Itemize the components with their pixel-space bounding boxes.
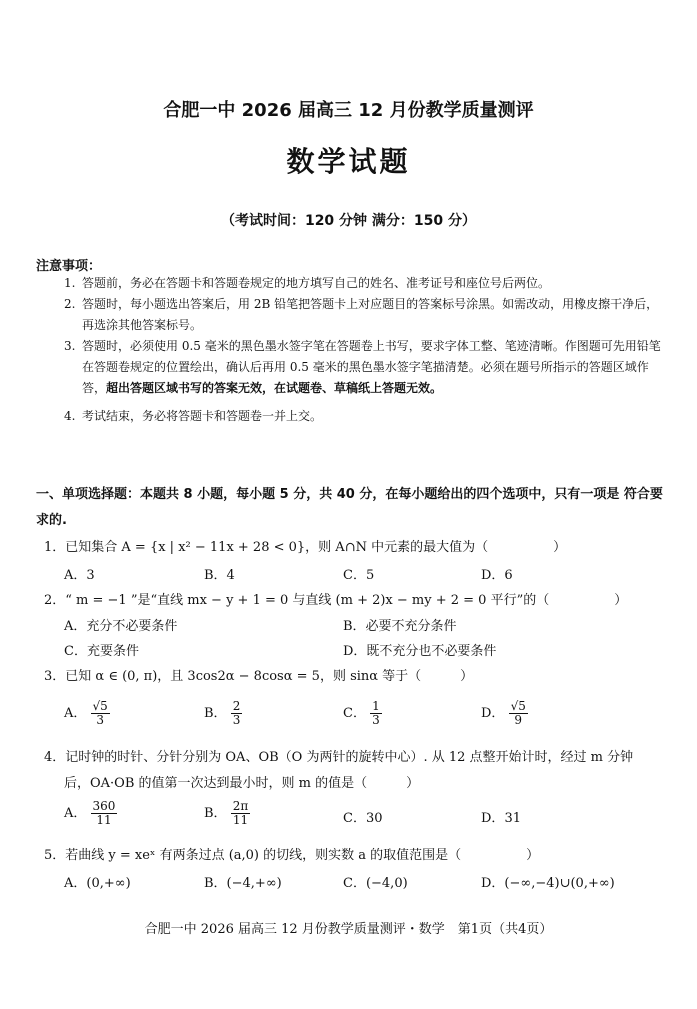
option-label: B． — [204, 806, 227, 821]
question-3-stem: 3．已知 α ∈ (0, π)，且 3cos2α − 8cosα = 5，则 sinα 等于（ ） — [44, 669, 474, 684]
note-text: 答题时，必须使用 0.5 毫米的黑色墨水签字笔在答题卷上书写，要求字体工整、笔迹清晰。作图题可先用铅笔在答题卷规定的位置绘出，确认后再用 0.5 毫米的黑色墨水签字笔描清楚。必须在题号所指示的答题区域作答， — [82, 339, 661, 395]
question-2-option-a: A．充分不必要条件 — [64, 619, 178, 634]
exam-time-info: （考试时间：120 分钟 满分：150 分） — [220, 213, 477, 229]
section-heading: 一、单项选择题：本题共 8 小题，每小题 5 分，共 40 分，在每小题给出的四个选项中，只有一项是 符合要求的. — [36, 487, 663, 528]
question-5-option-c: C．(−4,0) — [343, 876, 408, 891]
question-4-option-d — [481, 807, 521, 826]
fraction-denominator: 11 — [96, 813, 112, 827]
note-text: 答题前，务必在答题卡和答题卷规定的地方填写自己的姓名、准考证号和座位号后两位。 — [82, 276, 551, 290]
question-1-stem: 1．已知集合 A = {x | x² − 11x + 28 < 0}，则 A∩N 中元素的最大值为（ ） — [44, 540, 567, 555]
fraction-denominator: 9 — [514, 713, 523, 727]
question-5-option-d: D．(−∞,−4)∪(0,+∞) — [481, 876, 615, 891]
option-label: C． — [343, 706, 366, 721]
fraction — [91, 800, 118, 827]
fraction-numerator: √5 — [510, 699, 526, 713]
fraction-numerator: √5 — [92, 699, 108, 713]
note-item — [64, 294, 664, 336]
question-5-stem: 5．若曲线 y = xeˣ 有两条过点 (a,0) 的切线，则实数 a 的取值范围是（ ） — [44, 848, 540, 863]
fraction-numerator: 1 — [372, 699, 380, 713]
note-number: 2. — [64, 297, 76, 311]
question-3-option-a — [64, 700, 110, 727]
note-text-block — [64, 336, 664, 399]
fraction — [231, 700, 243, 727]
question-1-option-c: C．5 — [343, 568, 375, 583]
fraction-denominator: 11 — [232, 813, 249, 827]
option-label: D． — [481, 706, 505, 721]
exam-header-title: 合肥一中 2026 届高三 12 月份教学质量测评 — [163, 100, 534, 121]
question-2-option-d: D．既不充分也不必要条件 — [343, 644, 497, 659]
question-3-option-d — [481, 700, 528, 727]
note-bold-warning: 超出答题区域书写的答案无效，在试题卷、草稿纸上答题无效。 — [106, 381, 443, 395]
fraction-denominator: 3 — [372, 713, 380, 727]
option-value: 30 — [365, 811, 383, 826]
note-item — [64, 406, 664, 427]
question-3-option-b — [204, 700, 242, 727]
page-title: 数学试题 — [286, 145, 411, 178]
option-label: A． — [64, 806, 87, 821]
note-item — [64, 273, 664, 294]
notes-heading: 注意事项： — [36, 259, 102, 274]
note-text: 答题时，每小题选出答案后，用 2B 铅笔把答题卡上对应题目的答案标号涂黑。如需改动，用橡皮擦干净后，再选涂其他答案标号。 — [82, 297, 659, 332]
option-value: 31 — [504, 811, 521, 826]
option-label: C． — [343, 811, 366, 826]
question-5-option-b: B．(−4,+∞) — [204, 876, 282, 891]
note-item — [64, 336, 664, 399]
question-4-stem-line-2: 后，OA·OB 的值第一次达到最小时，则 m 的值是（ ） — [64, 776, 420, 791]
question-4-option-a — [64, 800, 117, 827]
question-2-option-c: C．充要条件 — [64, 644, 139, 659]
question-3-option-c — [343, 700, 382, 727]
option-label: A． — [64, 706, 87, 721]
note-number: 1. — [64, 276, 76, 290]
fraction — [231, 800, 251, 827]
fraction-denominator: 3 — [96, 713, 104, 727]
question-5-option-a: A．(0,+∞) — [64, 876, 131, 891]
fraction — [370, 700, 382, 727]
fraction-denominator: 3 — [232, 713, 241, 727]
question-1-option-a: A．3 — [64, 568, 95, 583]
question-2-option-b: B．必要不充分条件 — [343, 619, 457, 634]
question-4-option-b — [204, 800, 250, 827]
option-label: B． — [204, 706, 227, 721]
question-1-option-b: B．4 — [204, 568, 235, 583]
fraction-numerator: 2 — [232, 699, 241, 713]
question-4-option-c — [343, 807, 383, 826]
page-footer: 合肥一中 2026 届高三 12 月份教学质量测评・数学 第1页（共4页） — [144, 922, 553, 937]
fraction — [509, 700, 528, 727]
question-2-stem: 2．“ m = −1 ”是“直线 mx − y + 1 = 0 与直线 (m + 2)x − my + 2 = 0 平行”的（ ） — [44, 593, 628, 608]
fraction-numerator: 2π — [232, 799, 249, 813]
fraction-numerator: 360 — [92, 799, 116, 813]
note-number: 3. — [64, 339, 76, 353]
question-4-stem-line-1: 4．记时钟的时针、分针分别为 OA、OB（O 为两针的旋转中心）. 从 12 点整开始计时，经过 m 分钟 — [44, 750, 634, 765]
note-text: 考试结束，务必将答题卡和答题卷一并上交。 — [82, 409, 323, 423]
question-1-option-d: D．6 — [481, 568, 513, 583]
fraction — [91, 700, 110, 727]
note-number: 4. — [64, 409, 76, 423]
option-label: D． — [481, 811, 505, 826]
